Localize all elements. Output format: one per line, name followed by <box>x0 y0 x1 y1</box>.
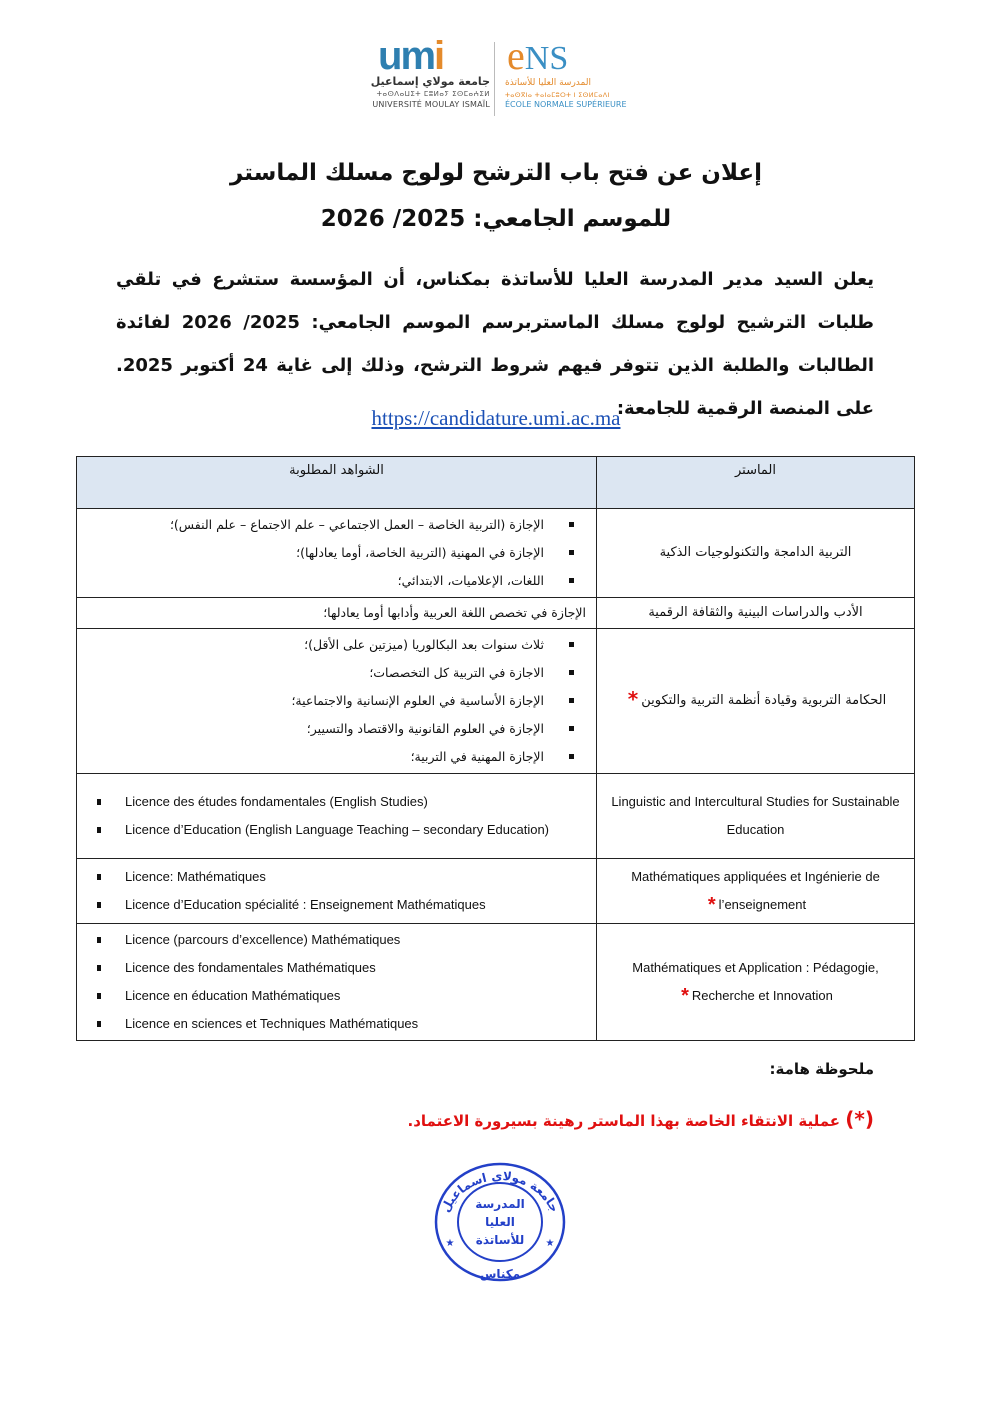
stamp-seal-icon <box>430 1160 570 1285</box>
master-name-cell <box>597 509 915 598</box>
requirement-item <box>87 539 586 567</box>
announcement-title: إعلان عن فتح باب الترشح لولوج مسلك الماستر <box>230 160 762 186</box>
master-name: الحكامة التربوية وقيادة أنظمة التربية والتكوين <box>641 693 887 708</box>
ens-arabic-name: المدرسة العليا للأساتذة <box>505 78 591 88</box>
requirement-item <box>87 891 586 919</box>
bullet-icon <box>97 874 101 880</box>
requirements-list <box>87 863 586 919</box>
important-note-title: ملحوظة هامة: <box>769 1060 874 1078</box>
header-logos <box>370 33 630 120</box>
bullet-icon <box>569 550 574 555</box>
master-name-cell <box>597 859 915 924</box>
bullet-icon <box>97 1021 101 1027</box>
programs-table <box>76 456 915 1041</box>
requirement-text: Licence d’Education spécialité : Enseignement Mathématiques <box>125 897 486 912</box>
table-row <box>77 598 915 629</box>
header-master: الماستر <box>597 457 915 509</box>
master-name: Mathématiques et Application : Pédagogie, Recherche et Innovation <box>632 960 879 1003</box>
logo-divider <box>494 42 495 116</box>
requirements-cell <box>77 774 597 859</box>
bullet-icon <box>97 937 101 943</box>
bullet-icon <box>569 670 574 675</box>
umi-arabic-name: جامعة مولاي إسماعيل <box>370 75 490 88</box>
requirement-item <box>87 511 586 539</box>
ens-logo <box>505 33 630 118</box>
requirement-item <box>87 863 586 891</box>
umi-letter-u: u <box>378 34 401 78</box>
bullet-icon <box>569 698 574 703</box>
master-name-cell <box>597 924 915 1041</box>
master-name: التربية الدامجة والتكنولوجيات الذكية <box>659 545 852 560</box>
stamp-outer-text-path: جامعة مولاي اسماعيل <box>438 1168 562 1215</box>
requirement-text: Licence des fondamentales Mathématiques <box>125 960 376 975</box>
header-required-degrees: الشواهد المطلوبة <box>77 457 597 509</box>
bullet-icon <box>569 578 574 583</box>
requirement-text: Licence en éducation Mathématiques <box>125 988 341 1003</box>
bullet-icon <box>569 726 574 731</box>
note-body: عملية الانتقاء الخاصة بهذا الماستر رهينة بسيرورة الاعتماد. <box>407 1112 846 1130</box>
official-stamp <box>430 1160 570 1285</box>
requirements-list <box>87 511 586 595</box>
table-row <box>77 509 915 598</box>
requirement-text: ثلاث سنوات بعد البكالوريا (ميزتين على الأقل)؛ <box>304 637 544 652</box>
requirement-text: اللغات، الإعلاميات، الابتدائي؛ <box>397 573 544 588</box>
ens-letter-e: e <box>507 33 525 78</box>
master-name: Mathématiques appliquées et Ingénierie de l’enseignement <box>631 869 880 912</box>
bullet-icon <box>97 799 101 805</box>
note-asterisk-marker: (*) <box>845 1107 874 1131</box>
requirement-text: الإجازة (التربية الخاصة – العمل الاجتماعي – علم الاجتماع – علم النفس)؛ <box>169 517 544 532</box>
asterisk-marker: * <box>707 894 716 916</box>
requirement-item <box>87 687 586 715</box>
requirement-text: Licence des études fondamentales (English Studies) <box>125 794 428 809</box>
master-name-cell <box>597 774 915 859</box>
requirement-text: Licence en sciences et Techniques Mathématiques <box>125 1016 419 1031</box>
stamp-inner-line: العليا <box>485 1215 515 1229</box>
requirement-item <box>87 631 586 659</box>
requirement-item <box>87 715 586 743</box>
requirements-list <box>87 788 586 844</box>
stamp-inner-line: المدرسة <box>475 1197 525 1211</box>
requirement-text: الاجازة في التربية كل التخصصات؛ <box>369 665 544 680</box>
table-row <box>77 924 915 1041</box>
candidature-link[interactable]: https://candidature.umi.ac.ma <box>371 406 621 430</box>
requirement-item <box>87 926 586 954</box>
requirements-cell <box>77 924 597 1041</box>
ens-tifinagh-name: ⵜⴰⵙⴳⵏⴰ ⵜⴰⵏⴰⵎⵓⵔⵜ ⵏ ⵉⵙⵍⵎⴰⴷⵏ <box>505 91 610 99</box>
stamp-inner-line: للأساتذة <box>475 1233 525 1247</box>
bullet-icon <box>97 993 101 999</box>
requirement-item <box>87 1010 586 1038</box>
requirement-item <box>87 743 586 771</box>
requirement-item <box>87 567 586 595</box>
master-name: الأدب والدراسات البينية والثقافة الرقمية <box>648 605 863 620</box>
requirements-cell <box>77 598 597 629</box>
requirement-text: الإجازة الأساسية في العلوم الإنسانية والاجتماعية؛ <box>291 693 544 708</box>
requirement-item <box>87 788 586 816</box>
requirement-text: الإجازة في العلوم القانونية والاقتصاد والتسيير؛ <box>306 721 544 736</box>
requirements-cell <box>77 629 597 774</box>
requirement-text: الإجازة المهنية في التربية؛ <box>410 749 544 764</box>
master-name-cell <box>597 598 915 629</box>
bullet-icon <box>97 965 101 971</box>
umi-french-name: UNIVERSITÉ MOULAY ISMAÏL <box>372 100 490 109</box>
important-note-text <box>408 1107 874 1131</box>
bullet-icon <box>97 827 101 833</box>
asterisk-marker: * <box>627 687 639 711</box>
requirement-text: Licence (parcours d’excellence) Mathématiques <box>125 932 401 947</box>
table-row <box>77 859 915 924</box>
requirements-list <box>87 926 586 1038</box>
requirements-cell <box>77 859 597 924</box>
requirement-text: الإجازة في المهنية (التربية الخاصة، أوما يعادلها)؛ <box>296 545 544 560</box>
asterisk-marker: * <box>681 985 689 1007</box>
umi-wordmark <box>378 34 444 78</box>
umi-logo <box>370 34 490 118</box>
umi-tifinagh-name: ⵜⴰⵙⴷⴰⵡⵉⵜ ⵎⵓⵍⴰⵢ ⵉⵙⵎⴰⵄⵉⵍ <box>376 90 490 98</box>
stamp-star-icon: ★ <box>545 1238 555 1249</box>
table-row <box>77 774 915 859</box>
table-row <box>77 629 915 774</box>
bullet-icon <box>569 642 574 647</box>
umi-letter-i: i <box>434 34 444 78</box>
requirement-text: الإجازة في تخصص اللغة العربية وأدابها أوما يعادلها؛ <box>323 605 586 620</box>
bullet-icon <box>97 902 101 908</box>
table-header-row <box>77 457 915 509</box>
requirement-item <box>87 982 586 1010</box>
requirement-item <box>87 659 586 687</box>
ens-french-name: ÉCOLE NORMALE SUPÉRIEURE <box>505 100 627 109</box>
bullet-icon <box>569 522 574 527</box>
requirement-text: Licence: Mathématiques <box>125 869 266 884</box>
announcement-body: يعلن السيد مدير المدرسة العليا للأساتذة بمكناس، أن المؤسسة ستشرع في تلقي طلبات الترشيح لولوج مسلك الماستربرسم الموسم الجامعي: 2025/ 2026 لفائدة الطالبات والطلبة الذين تتوفر فيهم شروط الترشح، وذلك إلى غاية 24 أكتوبر 2025. على المنصة الرقمية للجامعة: <box>116 269 875 419</box>
master-name: Linguistic and Intercultural Studies for Sustainable Education <box>611 794 900 837</box>
stamp-star-icon: ★ <box>445 1238 455 1249</box>
academic-year-title: للموسم الجامعي: 2025/ 2026 <box>320 206 672 232</box>
bullet-icon <box>569 754 574 759</box>
requirement-text: Licence d’Education (English Language Teaching – secondary Education) <box>125 822 549 837</box>
stamp-bottom-text: مكناس <box>479 1267 521 1281</box>
requirements-list <box>87 631 586 771</box>
ens-wordmark <box>507 33 569 78</box>
requirements-cell <box>77 509 597 598</box>
ens-letters-ns: NS <box>524 40 569 77</box>
requirement-item <box>87 816 586 844</box>
umi-letter-m: m <box>400 34 435 78</box>
master-name-cell <box>597 629 915 774</box>
requirement-item <box>87 954 586 982</box>
